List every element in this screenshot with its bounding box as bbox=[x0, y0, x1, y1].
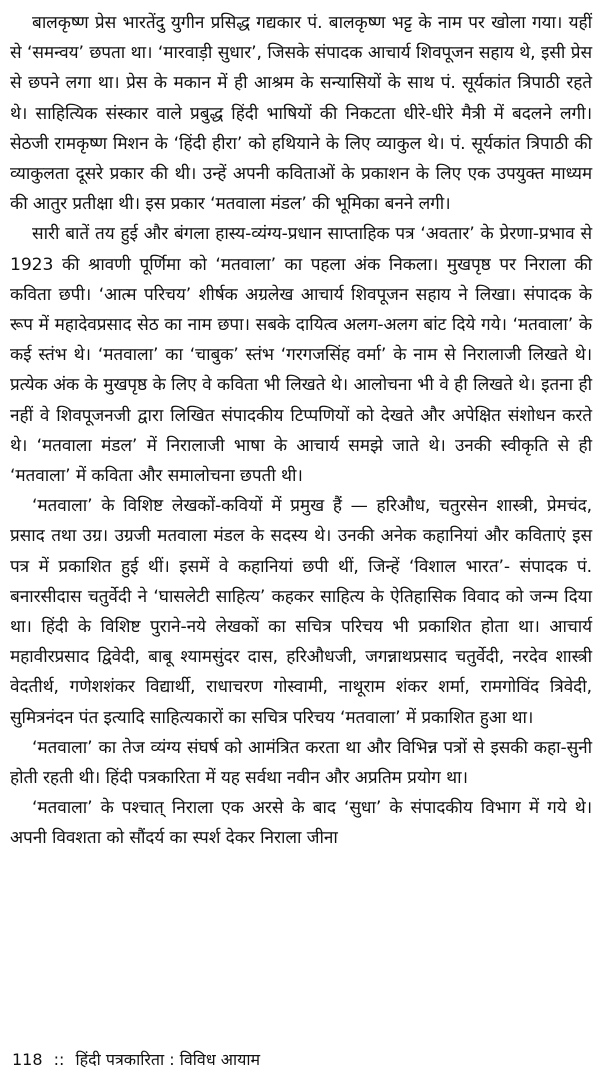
page-number: 118 bbox=[12, 1050, 43, 1069]
running-title: हिंदी पत्रकारिता : विविध आयाम bbox=[75, 1050, 261, 1069]
paragraph-2: सारी बातें तय हुई और बंगला हास्य-व्यंग्य-प्रधान साप्ताहिक पत्र ‘अवतार’ के प्रेरणा-प्रभाव से 1923 की श्रावणी पूर्णिमा को ‘मतवाला’ का पहला अंक निकला। मुखपृष्ठ पर निराला की कविता छपी। ‘आत्म परिचय’ शीर्षक अग्रलेख आचार्य शिवपूजन सहाय ने लिखा। संपादक के रूप में महादेवप्रसाद सेठ का नाम छपा। सबके दायित्व अलग-अलग बांट दिये गये। ‘मतवाला’ के कई स्तंभ थे। ‘मतवाला’ का ‘चाबुक’ स्तंभ ‘गरगजसिंह वर्मा’ के नाम से निरालाजी लिखते थे। प्रत्येक अंक के मुखपृष्ठ के लिए वे कविता भी लिखते थे। आलोचना भी वे ही लिखते थे। इतना ही नहीं वे शिवपूजनजी द्वारा लिखित संपादकीय टिप्पणियों को देखते और अपेक्षित संशोधन करते थे। ‘मतवाला मंडल’ में निरालाजी भाषा के आचार्य समझे जाते थे। उनकी स्वीकृति से ही ‘मतवाला’ में कविता और समालोचना छपती थी। bbox=[10, 224, 592, 487]
paragraph-5: ‘मतवाला’ के पश्चात् निराला एक अरसे के बाद ‘सुधा’ के संपादकीय विभाग में गये थे। अपनी विवशता को सौंदर्य का स्पर्श देकर निराला जीना bbox=[10, 798, 592, 849]
paragraph-3: ‘मतवाला’ के विशिष्ट लेखकों-कवियों में प्रमुख हैं — हरिऔध, चतुरसेन शास्त्री, प्रेमचंद, प्रसाद तथा उग्र। उग्रजी मतवाला मंडल के सदस्य थे। उनकी अनेक कहानियां और कविताएं इस पत्र में प्रकाशित हुई थीं। इसमें वे कहानियां छपी थीं, जिन्हें ‘विशाल भारत’- संपादक पं. बनारसीदास चतुर्वेदी ने ‘घासलेटी साहित्य’ कहकर साहित्य के ऐतिहासिक विवाद को जन्म दिया था। हिंदी के विशिष्ट पुराने-नये लेखकों का सचित्र परिचय भी प्रकाशित होता था। आचार्य महावीरप्रसाद द्विवेदी, बाबू श्यामसुंदर दास, हरिऔधजी, जगन्नाथप्रसाद चतुर्वेदी, नरदेव शास्त्री वेदतीर्थ, गणेशशंकर विद्यार्थी, राधाचरण गोस्वामी, नाथूराम शंकर शर्मा, रामगोविंद त्रिवेदी, सुमित्रनंदन पंत इत्यादि साहित्यकारों का सचित्र परिचय ‘मतवाला’ में प्रकाशित हुआ था। bbox=[10, 496, 592, 728]
paragraph-1: बालकृष्ण प्रेस भारतेंदु युगीन प्रसिद्ध गद्यकार पं. बालकृष्ण भट्ट के नाम पर खोला गया। यहीं से ‘समन्वय’ छपता था। ‘मारवाड़ी सुधार’, जिसके संपादक आचार्य शिवपूजन सहाय थे, इसी प्रेस से छपने लगा था। प्रेस के मकान में ही आश्रम के सन्यासियों के साथ पं. सूर्यकांत त्रिपाठी रहते थे। साहित्यिक संस्कार वाले प्रबुद्ध हिंदी भाषियों की निकटता धीरे-धीरे मैत्री में बदलने लगी। सेठजी रामकृष्ण मिशन के ‘हिंदी हीरा’ को हथियाने के लिए व्याकुल थे। पं. सूर्यकांत त्रिपाठी की व्याकुलता दूसरे प्रकार की थी। उन्हें अपनी कविताओं के प्रकाशन के लिए एक उपयुक्त माध्यम की आतुर प्रतीक्षा थी। इस प्रकार ‘मतवाला मंडल’ की भूमिका बनने लगी। bbox=[10, 13, 592, 215]
page-footer bbox=[12, 1048, 260, 1072]
body-text bbox=[10, 8, 592, 854]
paragraph-4: ‘मतवाला’ का तेज व्यंग्य संघर्ष को आमंत्रित करता था और विभिन्न पत्रों से इसकी कहा-सुनी होती रहती थी। हिंदी पत्रकारिता में यह सर्वथा नवीन और अप्रतिम प्रयोग था। bbox=[10, 737, 592, 789]
footer-separator: :: bbox=[53, 1050, 65, 1069]
